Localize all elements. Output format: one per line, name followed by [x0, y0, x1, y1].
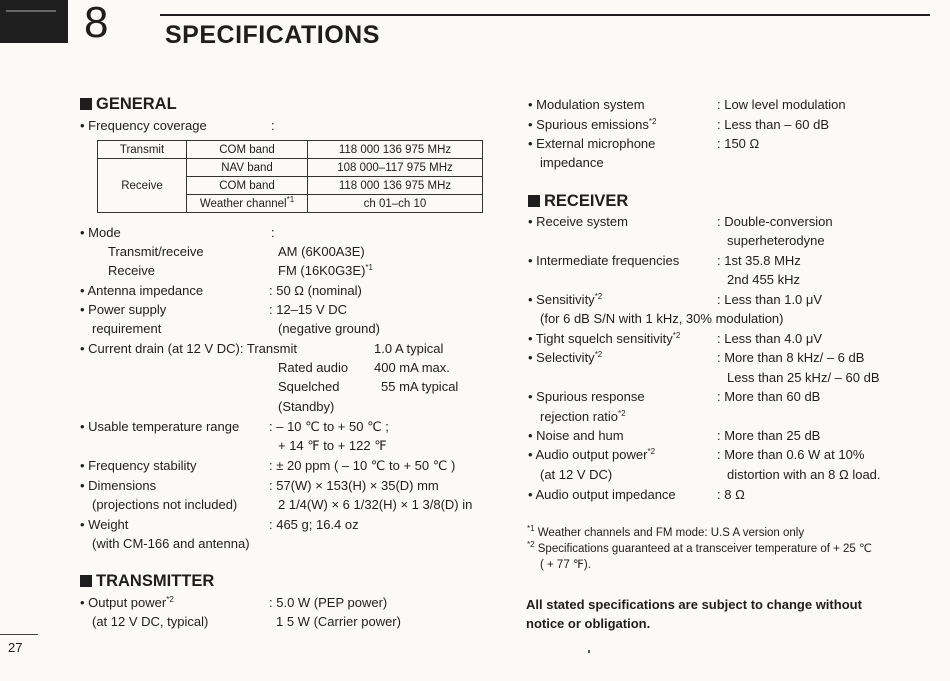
header-rule — [160, 14, 930, 16]
sensitivity-label: • Sensitivity$^{*2}$ — [528, 292, 603, 307]
mode-colon: : — [271, 225, 275, 240]
ext-mic-value: : 150 Ω — [717, 136, 760, 151]
section-square-icon — [80, 575, 92, 587]
mode-tx-label: Transmit/receive — [108, 244, 204, 259]
page-number: 27 — [8, 640, 23, 655]
modulation-label: • Modulation system — [528, 97, 645, 112]
audio-output-impedance-value: : 8 Ω — [717, 487, 745, 502]
page-title: SPECIFICATIONS — [165, 21, 380, 49]
tight-squelch-value: : Less than 4.0 μV — [717, 331, 823, 346]
squelched-label: Squelched — [278, 379, 340, 394]
transmitter-heading: TRANSMITTER — [80, 571, 214, 591]
power-supply-label-2: requirement — [92, 321, 162, 336]
weight-label: • Weight — [80, 517, 129, 532]
output-power-value: : 5.0 W (PEP power) — [269, 595, 388, 610]
page-number-rule — [0, 634, 38, 635]
scan-mark — [588, 650, 590, 653]
selectivity-label: • Selectivity$^{*2}$ — [528, 350, 603, 365]
stability-label: • Frequency stability — [80, 458, 197, 473]
if-value-2: 2nd 455 kHz — [727, 272, 800, 287]
output-power-value-2: 1 5 W (Carrier power) — [276, 614, 401, 629]
table-row — [98, 141, 483, 159]
spurious-emissions-label: • Spurious emissions$^{*2}$ — [528, 117, 657, 132]
table-cell: 108 000–117 975 MHz — [308, 159, 483, 177]
audio-output-power-label: • Audio output power$^{*2}$ — [528, 447, 656, 462]
mode-tx-value: AM (6K00A3E) — [278, 244, 365, 259]
chapter-tab — [0, 0, 68, 43]
receive-system-label: • Receive system — [528, 214, 628, 229]
audio-output-power-value-2: distortion with an 8 Ω load. — [727, 467, 881, 482]
dimensions-label-2: (projections not included) — [92, 497, 238, 512]
temperature-value: : – 10 ℃ to + 50 ℃ ; — [269, 419, 389, 434]
table-cell: Weather channel$^{*1}$ — [187, 195, 308, 213]
ext-mic-label: • External microphone — [528, 136, 656, 151]
output-power-label-2: (at 12 V DC, typical) — [92, 614, 209, 629]
table-cell: COM band — [187, 177, 308, 195]
disclaimer-line-1: All stated specifications are subject to change without — [526, 597, 862, 612]
frequency-coverage-label: • Frequency coverage — [80, 118, 207, 133]
dimensions-label: • Dimensions — [80, 478, 157, 493]
modulation-value: : Low level modulation — [717, 97, 846, 112]
dimensions-value-2: 2 1/4(W) × 6 1/32(H) × 1 3/8(D) in — [278, 497, 473, 512]
audio-output-power-label-2: (at 12 V DC) — [540, 467, 613, 482]
mode-label: • Mode — [80, 225, 121, 240]
noise-hum-value: : More than 25 dB — [717, 428, 821, 443]
table-row — [98, 159, 483, 177]
spurious-response-label: • Spurious response — [528, 389, 645, 404]
rated-audio-value: 400 mA max. — [374, 360, 450, 375]
power-supply-label: • Power supply — [80, 302, 167, 317]
power-supply-value-2: (negative ground) — [278, 321, 380, 336]
table-cell: 118 000 136 975 MHz — [308, 177, 483, 195]
footnote-1: $^{*1}$ Weather channels and FM mode: U.S A version only — [527, 524, 805, 539]
sensitivity-condition: (for 6 dB S/N with 1 kHz, 30% modulation) — [540, 311, 784, 326]
frequency-table — [97, 140, 483, 213]
table-cell: COM band — [187, 141, 308, 159]
audio-output-impedance-label: • Audio output impedance — [528, 487, 676, 502]
weight-value: : 465 g; 16.4 oz — [269, 517, 359, 532]
receive-system-value-2: superheterodyne — [727, 233, 825, 248]
receive-system-value: : Double-conversion — [717, 214, 833, 229]
selectivity-value-2: Less than 25 kHz/ – 60 dB — [727, 370, 880, 385]
ext-mic-label-2: impedance — [540, 155, 604, 170]
table-cell: Transmit — [98, 141, 187, 159]
sensitivity-value: : Less than 1.0 μV — [717, 292, 823, 307]
dimensions-value: : 57(W) × 153(H) × 35(D) mm — [269, 478, 439, 493]
noise-hum-label: • Noise and hum — [528, 428, 624, 443]
section-square-icon — [528, 195, 540, 207]
rated-audio-label: Rated audio — [278, 360, 349, 375]
frequency-coverage-colon: : — [271, 118, 275, 133]
weight-label-2: (with CM-166 and antenna) — [92, 536, 250, 551]
spurious-response-value: : More than 60 dB — [717, 389, 821, 404]
table-cell: Receive — [98, 159, 187, 213]
disclaimer-line-2: notice or obligation. — [526, 616, 651, 631]
squelched-value: 55 mA typical — [381, 379, 459, 394]
audio-output-power-value: : More than 0.6 W at 10% — [717, 447, 865, 462]
spurious-response-label-2: rejection ratio$^{*2}$ — [540, 409, 626, 424]
power-supply-value: : 12–15 V DC — [269, 302, 348, 317]
table-cell: ch 01–ch 10 — [308, 195, 483, 213]
tight-squelch-label: • Tight squelch sensitivity$^{*2}$ — [528, 331, 681, 346]
chapter-number: 8 — [84, 0, 109, 47]
if-value: : 1st 35.8 MHz — [717, 253, 801, 268]
output-power-label: • Output power$^{*2}$ — [80, 595, 174, 610]
table-cell: 118 000 136 975 MHz — [308, 141, 483, 159]
selectivity-value: : More than 8 kHz/ – 6 dB — [717, 350, 865, 365]
antenna-label: • Antenna impedance — [80, 283, 204, 298]
antenna-value: : 50 Ω (nominal) — [269, 283, 362, 298]
if-label: • Intermediate frequencies — [528, 253, 680, 268]
current-drain-tx: 1.0 A typical — [374, 341, 444, 356]
temperature-label: • Usable temperature range — [80, 419, 240, 434]
spurious-emissions-value: : Less than – 60 dB — [717, 117, 830, 132]
standby-label: (Standby) — [278, 399, 335, 414]
mode-rx-label: Receive — [108, 263, 155, 278]
footnote-2: $^{*2}$ Specifications guaranteed at a transceiver temperature of + 25 ℃ — [527, 540, 872, 555]
table-cell: NAV band — [187, 159, 308, 177]
general-heading: GENERAL — [80, 94, 177, 114]
mode-rx-value: FM $(16K0G3E)^{*1}$ — [278, 263, 373, 278]
section-square-icon — [80, 98, 92, 110]
receiver-heading: RECEIVER — [528, 191, 628, 211]
footnote-2-cont: ( + 77 ℉). — [540, 559, 591, 571]
temperature-value-2: + 14 ℉ to + 122 ℉ — [278, 438, 387, 453]
stability-value: : ± 20 ppm ( – 10 ℃ to + 50 ℃ ) — [269, 458, 456, 473]
current-drain-label: • Current drain (at 12 V DC): Transmit — [80, 341, 297, 356]
